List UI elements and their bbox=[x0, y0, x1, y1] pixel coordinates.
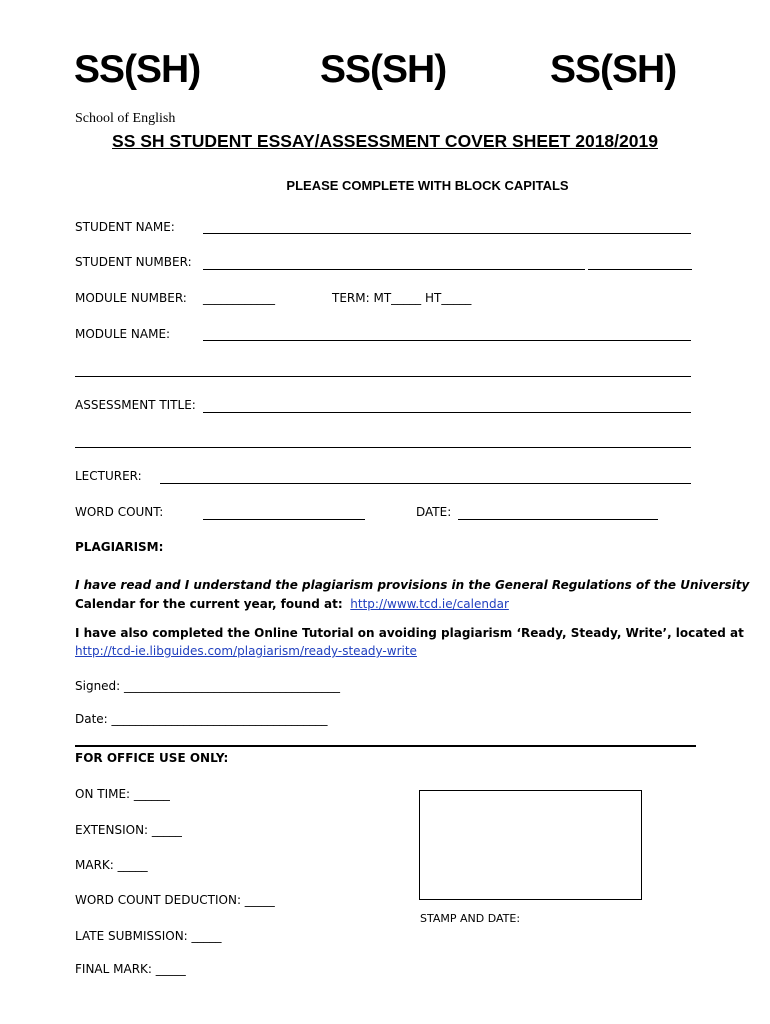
assessment-title-field-2[interactable] bbox=[75, 434, 691, 448]
student-name-label: STUDENT NAME: bbox=[75, 220, 175, 234]
logo-left: SS(SH) bbox=[74, 48, 201, 91]
term-field[interactable]: TERM: MT_____ HT_____ bbox=[332, 291, 472, 305]
student-number-field[interactable] bbox=[203, 256, 585, 270]
assessment-title-label: ASSESSMENT TITLE: bbox=[75, 398, 196, 412]
stamp-box bbox=[419, 790, 642, 900]
module-name-field[interactable] bbox=[203, 327, 691, 341]
word-count-field[interactable] bbox=[203, 506, 365, 520]
tutorial-link[interactable]: http://tcd-ie.libguides.com/plagiarism/ready-steady-write bbox=[75, 644, 417, 658]
late-submission-field[interactable]: LATE SUBMISSION: _____ bbox=[75, 929, 222, 943]
school-name: School of English bbox=[75, 111, 176, 126]
logo-center: SS(SH) bbox=[320, 48, 447, 91]
office-use-heading: FOR OFFICE USE ONLY: bbox=[75, 751, 229, 765]
plagiarism-heading: PLAGIARISM: bbox=[75, 540, 164, 554]
signed-field[interactable]: Signed: ____________________________________ bbox=[75, 679, 341, 693]
tutorial-statement-line1: I have also completed the Online Tutorial on avoiding plagiarism ‘Ready, Steady, Write’, located at bbox=[75, 626, 744, 640]
on-time-field[interactable]: ON TIME: ______ bbox=[75, 787, 170, 801]
signed-date-field[interactable]: Date: ____________________________________ bbox=[75, 712, 328, 726]
module-number-field[interactable]: ____________ bbox=[203, 291, 275, 305]
module-name-field-2[interactable] bbox=[75, 363, 691, 377]
assessment-title-field[interactable] bbox=[203, 399, 691, 413]
student-number-label: STUDENT NUMBER: bbox=[75, 255, 192, 269]
student-number-field-2[interactable] bbox=[588, 256, 692, 270]
plagiarism-statement-text: Calendar for the current year, found at: bbox=[75, 597, 343, 611]
instruction-text: PLEASE COMPLETE WITH BLOCK CAPITALS bbox=[286, 178, 569, 193]
final-mark-field[interactable]: FINAL MARK: _____ bbox=[75, 962, 186, 976]
mark-field[interactable]: MARK: _____ bbox=[75, 858, 148, 872]
student-name-field[interactable] bbox=[203, 220, 691, 234]
page-title: SS SH STUDENT ESSAY/ASSESSMENT COVER SHEET 2018/2019 bbox=[112, 131, 658, 151]
word-count-label: WORD COUNT: bbox=[75, 505, 164, 519]
lecturer-label: LECTURER: bbox=[75, 469, 142, 483]
date-label: DATE: bbox=[416, 505, 452, 519]
calendar-link[interactable]: http://www.tcd.ie/calendar bbox=[350, 597, 509, 611]
plagiarism-statement-line2 bbox=[75, 594, 509, 614]
plagiarism-statement-line1: I have read and I understand the plagiarism provisions in the General Regulations of the University bbox=[75, 578, 750, 592]
module-name-label: MODULE NAME: bbox=[75, 327, 171, 341]
module-number-label: MODULE NUMBER: bbox=[75, 291, 187, 305]
lecturer-field[interactable] bbox=[160, 470, 691, 484]
date-field[interactable] bbox=[458, 506, 658, 520]
stamp-label: STAMP AND DATE: bbox=[420, 912, 521, 925]
section-divider bbox=[75, 745, 696, 747]
logo-right: SS(SH) bbox=[550, 48, 677, 91]
word-count-deduction-field[interactable]: WORD COUNT DEDUCTION: _____ bbox=[75, 893, 275, 907]
extension-field[interactable]: EXTENSION: _____ bbox=[75, 823, 182, 837]
